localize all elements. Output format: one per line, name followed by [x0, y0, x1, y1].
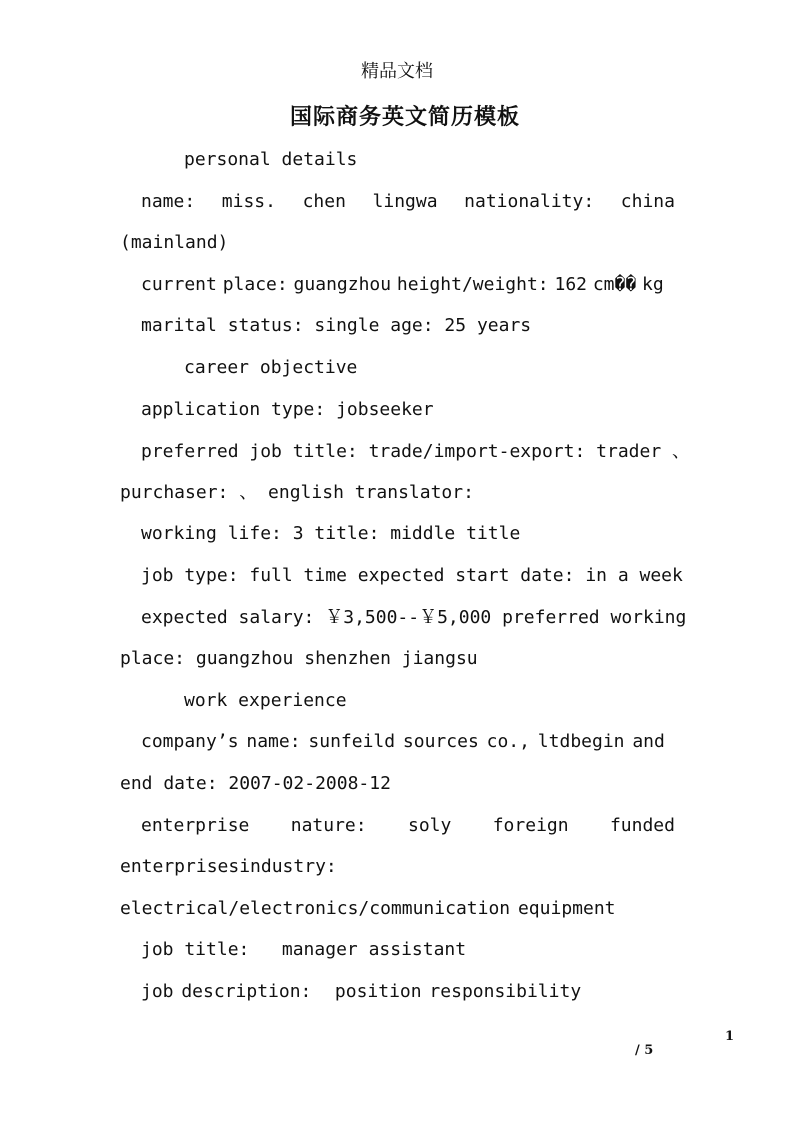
enterprise-label: enterprise: [141, 815, 250, 836]
nature-value-3: funded: [609, 815, 675, 836]
end-date-line: end date: 2007-02-2008-12: [120, 773, 391, 794]
name-last: lingwa: [372, 191, 438, 212]
enterprise-nature-line: [141, 814, 675, 838]
nationality-continued: (mainland): [120, 232, 229, 253]
application-type-line: application type: jobseeker: [141, 399, 434, 420]
nationality-label: nationality:: [464, 191, 595, 212]
preferred-job-title-line: preferred job title: trade/import-export: trader 、: [141, 441, 691, 462]
page-total: / 5: [635, 1043, 654, 1058]
section-heading-career-objective: career objective: [184, 357, 358, 378]
job-type-line: job type: full time expected start date: in a week: [141, 565, 683, 586]
working-life-line: working life: 3 title: middle title: [141, 523, 521, 544]
page-number: 1: [725, 1029, 735, 1044]
expected-salary-line: expected salary: ￥3,500--￥5,000 preferred working: [141, 607, 687, 628]
document-title: 国际商务英文简历模板: [289, 104, 520, 130]
preferred-place-line: place: guangzhou shenzhen jiangsu: [120, 648, 478, 669]
name-first: chen: [302, 191, 346, 212]
job-title-line: job title: manager assistant: [141, 939, 467, 960]
name-nationality-line: [141, 190, 675, 214]
nature-label: nature:: [290, 815, 367, 836]
industry-line: enterprisesindustry:: [120, 856, 337, 877]
name-title: miss.: [221, 191, 276, 212]
nature-value-1: soly: [407, 815, 452, 836]
nationality-value: china: [620, 191, 675, 212]
section-heading-work-experience: work experience: [184, 690, 347, 711]
job-description-line: job description: position responsibility: [141, 981, 582, 1002]
industry-value-line: electrical/electronics/communication equipment: [120, 898, 616, 919]
current-place-line: current place: guangzhou height/weight: 162 cm�� kg: [141, 274, 664, 295]
name-label: name:: [141, 191, 196, 212]
company-name-line: company’s name: sunfeild sources co., ltdbegin and: [141, 731, 665, 752]
section-heading-personal-details: personal details: [184, 149, 358, 170]
document-header-label: 精品文档: [361, 61, 433, 82]
nature-value-2: foreign: [492, 815, 569, 836]
preferred-job-title-continued: purchaser: 、 english translator:: [120, 482, 474, 503]
marital-status-line: marital status: single age: 25 years: [141, 315, 532, 336]
